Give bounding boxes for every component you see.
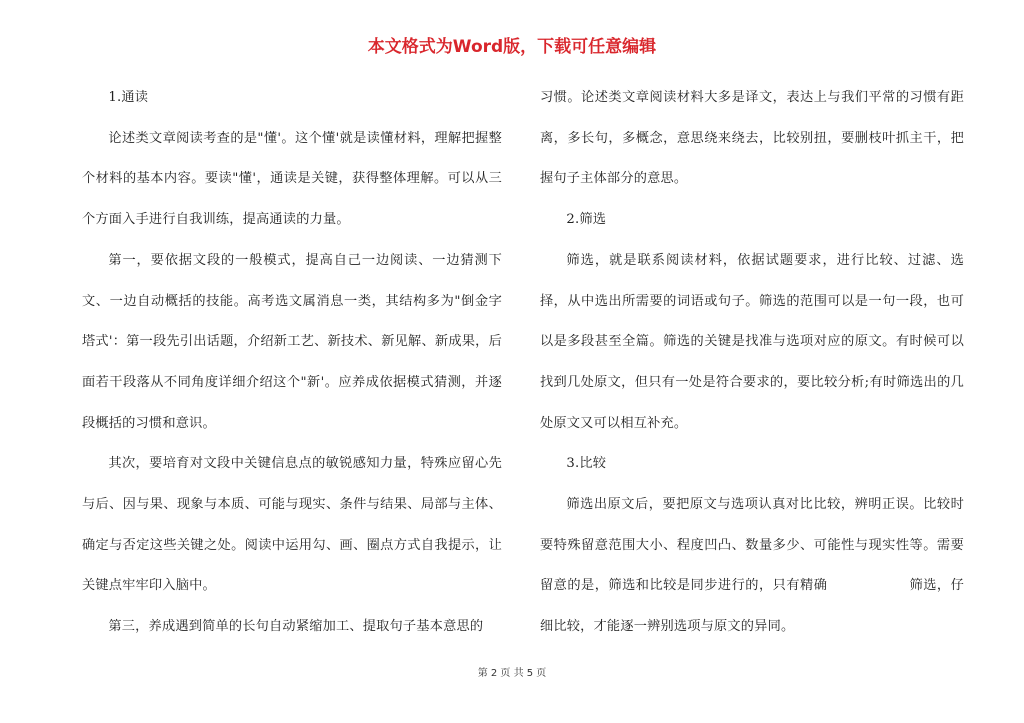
document-banner: 本文格式为Word版，下载可任意编辑 xyxy=(367,37,657,57)
section-heading: 2.筛选 xyxy=(566,212,607,228)
paragraph: 1.通读 xyxy=(108,90,149,105)
paragraph: 筛选出原文后，要把原文与选项认真对比比较，辨明正误。比较时要特殊留意范围大小、程度凹凸、数量多少、可能性与现实性等。需要留意的是，筛选和比较是同步进行的，只有精确 筛选，仔细比较，才能逐一辨别选项与原文的异同。 xyxy=(540,497,964,635)
paragraph: 其次，要培育对文段中关键信息点的敏锐感知力量，特殊应留心先与后、因与果、现象与本质、可能与现实、条件与结果、局部与主体、确定与否定这些关键之处。阅读中运用勾、画、圈点方式自我提示，让关键点牢牢印入脑中。 xyxy=(82,456,502,594)
paragraph: 第一，要依据文段的一般模式，提高自己一边阅读、一边猜测下文、一边自动概括的技能。高考选文属消息一类，其结构多为"倒金字塔式'：第一段先引出话题，介绍新工艺、新技术、新见解、新成果，后面若干段落从不同角度详细介绍这个"新'。应养成依据模式猜测，并逐段概括的习惯和意识。 xyxy=(82,252,502,431)
left-column xyxy=(82,78,502,648)
page-number: 第 2 页 共 5 页 xyxy=(477,668,547,679)
paragraph: 第三，养成遇到简单的长句自动紧缩加工、提取句子基本意思的 xyxy=(108,619,484,635)
section-heading: 3.比较 xyxy=(566,456,607,472)
paragraph-continued: 习惯。论述类文章阅读材料大多是译文，表达上与我们平常的习惯有距离，多长句，多概念，意思绕来绕去，比较别扭，要删枝叶抓主干，把握句子主体部分的意思。 xyxy=(540,90,964,187)
paragraph: 论述类文章阅读考查的是"懂'。这个懂'就是读懂材料，理解把握整个材料的基本内容。要读"懂'，通读是关键，获得整体理解。可以从三个方面入手进行自我训练，提高通读的力量。 xyxy=(82,130,502,228)
paragraph: 筛选，就是联系阅读材料，依据试题要求，进行比较、过滤、选择，从中选出所需要的词语或句子。筛选的范围可以是一句一段，也可以是多段甚至全篇。筛选的关键是找准与选项对应的原文。有时候可以找到几处原文，但只有一处是符合要求的，要比较分析;有时筛选出的几处原文又可以相互补充。 xyxy=(540,252,964,431)
right-column xyxy=(540,78,964,648)
